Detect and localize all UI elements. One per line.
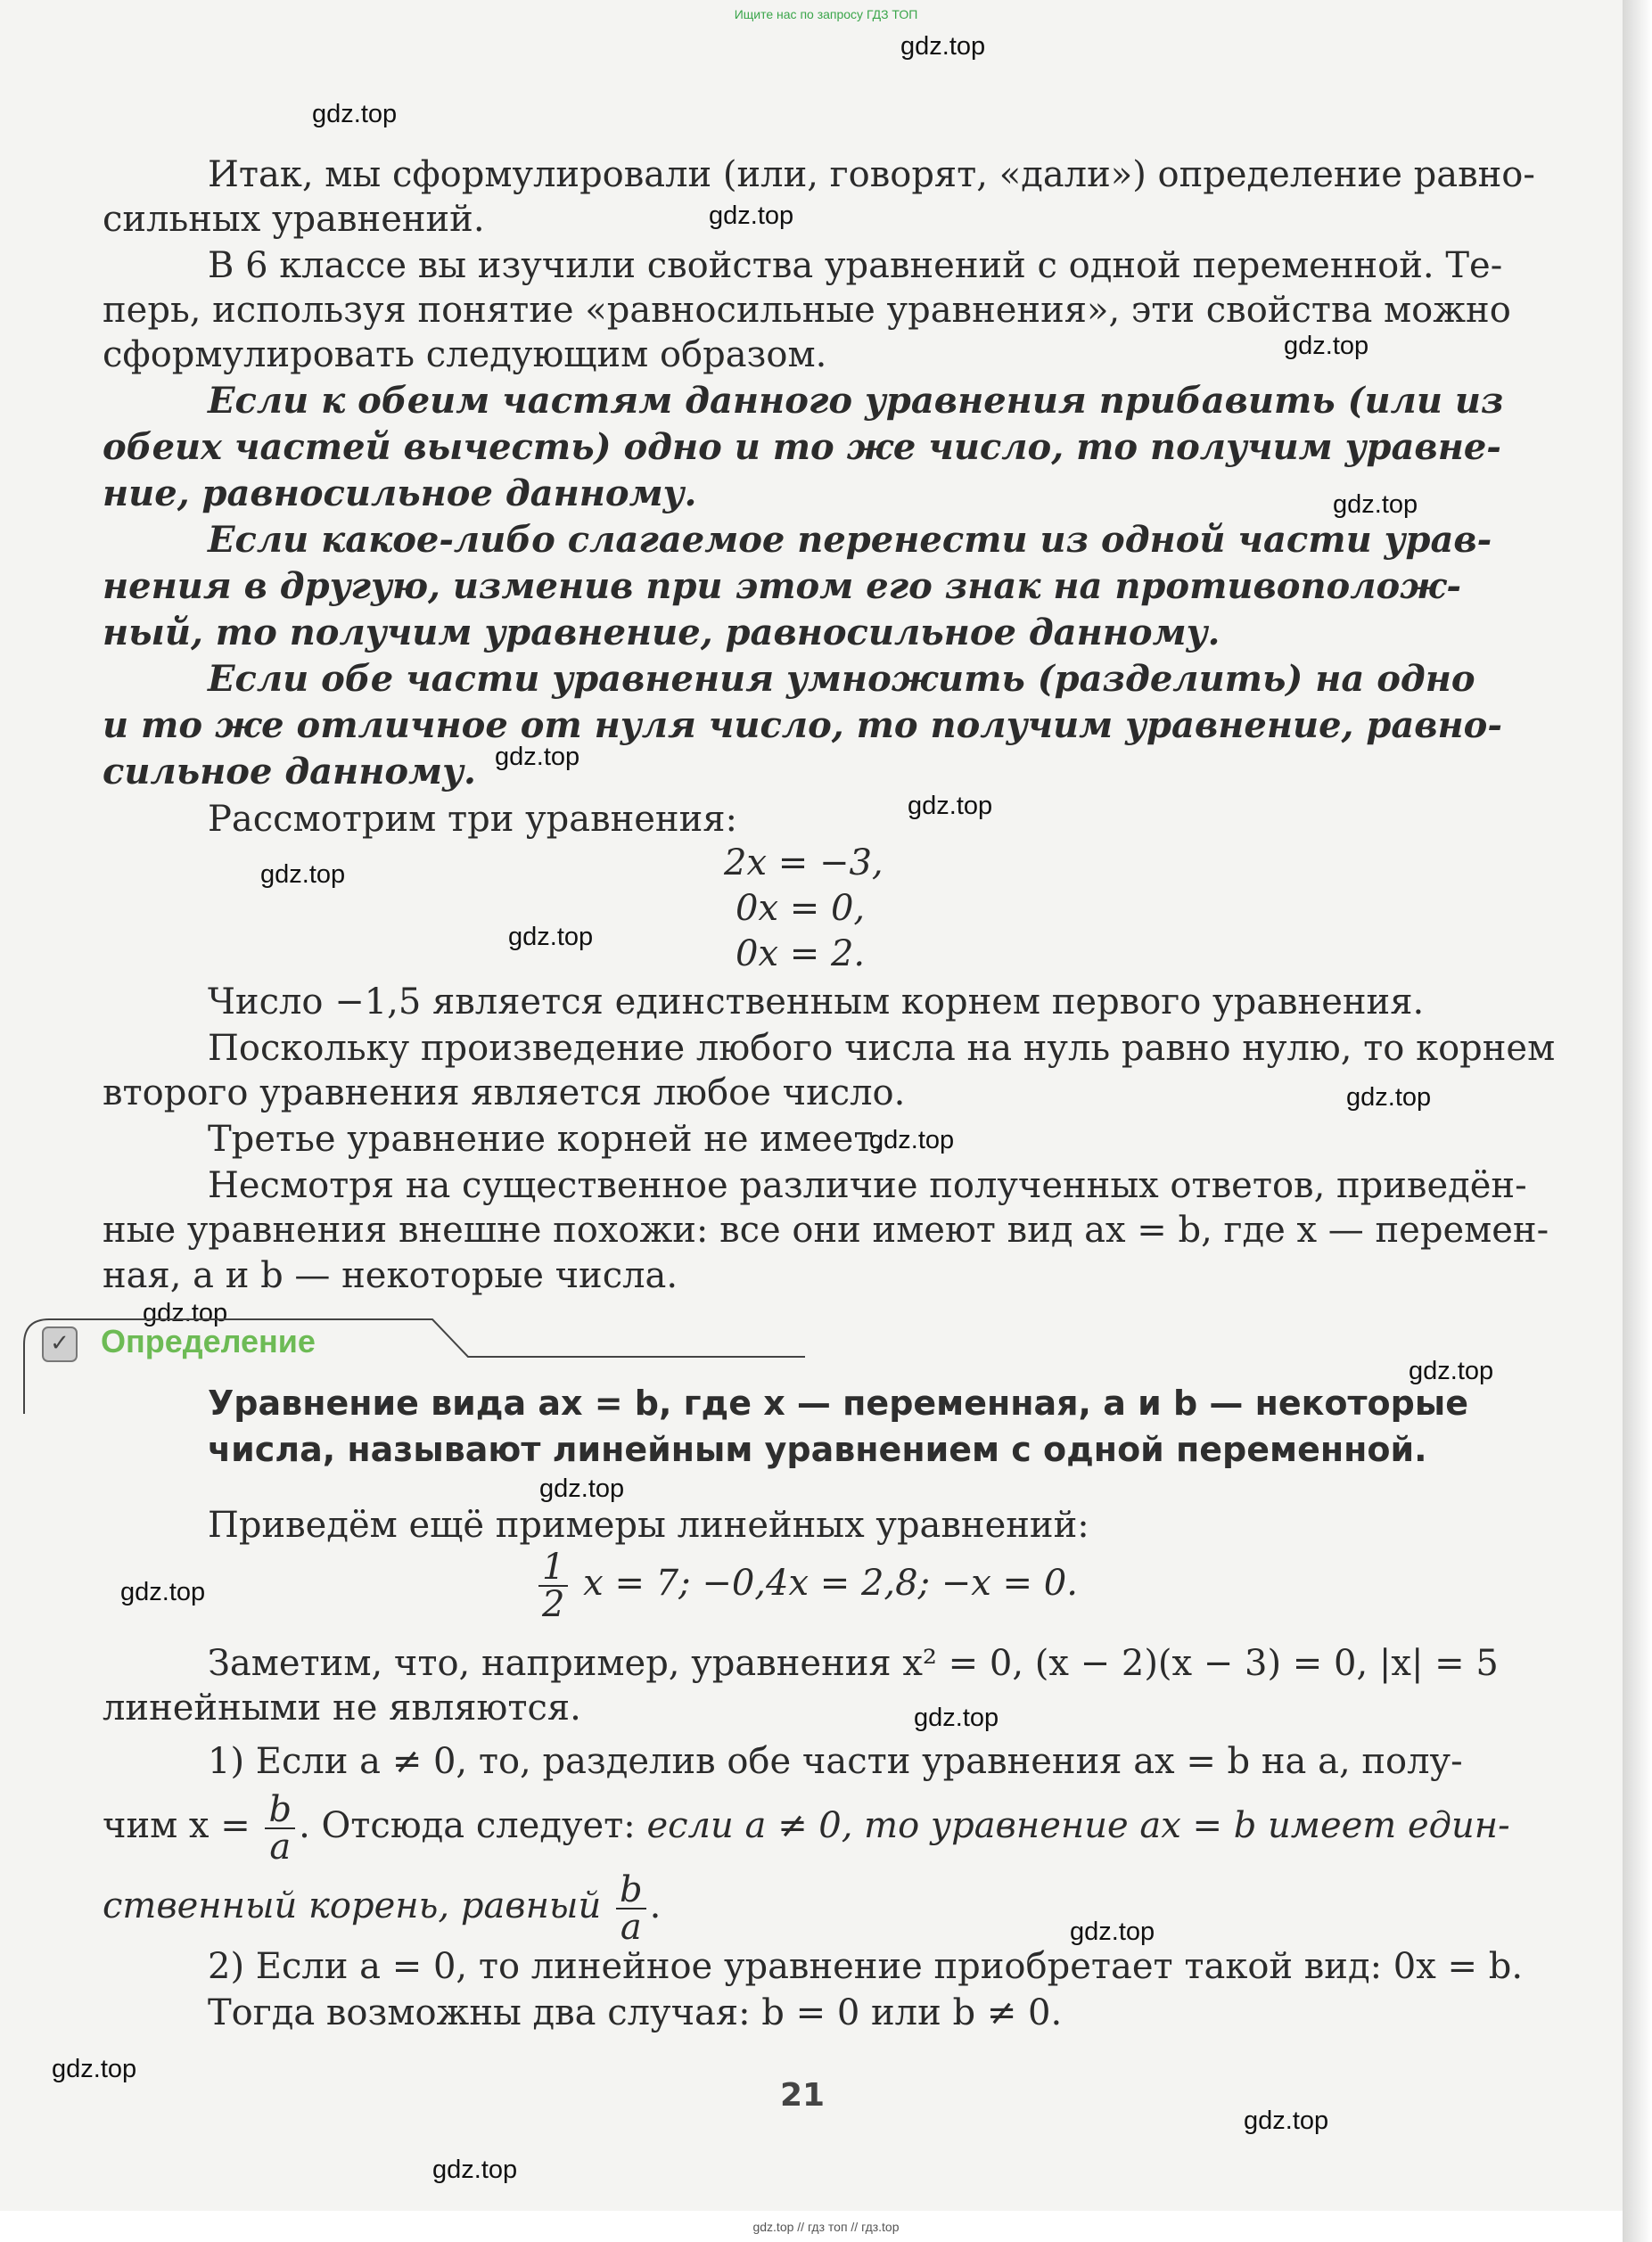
watermark: gdz.top — [1409, 1357, 1494, 1385]
text-line: 1) Если a ≠ 0, то, разделив обе части уравнения ax = b на a, полу- — [208, 1741, 1463, 1782]
fraction — [538, 1547, 568, 1625]
text-line: Несмотря на существенное различие полученных ответов, приведён- — [208, 1165, 1527, 1206]
watermark: gdz.top — [495, 743, 580, 771]
top-note: Ищите нас по запросу ГДЗ ТОП — [734, 7, 918, 21]
text-span: . — [649, 1885, 662, 1926]
watermark: gdz.top — [914, 1704, 999, 1732]
text-line: Третье уравнение корней не имеет. — [208, 1119, 885, 1160]
text-line: Заметим, что, например, уравнения x² = 0, (x − 2)(x − 3) = 0, |x| = 5 — [208, 1643, 1499, 1684]
definition-text: Уравнение вида ax = b, где x — переменная, a и b — некоторые — [208, 1384, 1468, 1423]
watermark: gdz.top — [1284, 332, 1369, 360]
page-edge-shadow — [1623, 0, 1652, 2242]
watermark: gdz.top — [869, 1126, 955, 1154]
text-line: ные уравнения внешне похожи: все они имеют вид ax = b, где x — перемен- — [103, 1210, 1549, 1251]
watermark: gdz.top — [143, 1299, 228, 1327]
text-line: сформулировать следующим образом. — [103, 334, 827, 375]
text-line: Рассмотрим три уравнения: — [208, 799, 737, 840]
definition-text: числа, называют линейным уравнением с одной переменной. — [208, 1430, 1427, 1469]
fraction-denominator: 2 — [542, 1584, 565, 1625]
watermark: gdz.top — [52, 2055, 137, 2083]
equation: 0x = 0, — [736, 888, 866, 929]
rule-text: ние, равносильное данному. — [103, 472, 697, 514]
rule-text: Если к обеим частям данного уравнения прибавить (или из — [208, 380, 1504, 422]
text-line: 2) Если a = 0, то линейное уравнение приобретает такой вид: 0x = b. — [208, 1946, 1524, 1987]
watermark: gdz.top — [432, 2156, 518, 2184]
text-line: ная, a и b — некоторые числа. — [103, 1255, 678, 1296]
rule-text: ный, то получим уравнение, равносильное данному. — [103, 612, 1221, 653]
fraction-numerator: b — [616, 1872, 646, 1909]
text-line-with-fraction — [103, 1869, 1493, 1948]
italic-text: ственный корень, равный — [103, 1885, 602, 1926]
fraction — [616, 1869, 646, 1948]
rule-text: нения в другую, изменив при этом его знак на противополож- — [103, 565, 1461, 607]
watermark: gdz.top — [120, 1578, 206, 1606]
text-line: Число −1,5 является единственным корнем первого уравнения. — [208, 981, 1425, 1022]
watermark: gdz.top — [508, 923, 594, 951]
examples-text: x = 7; −0,4x = 2,8; −x = 0. — [583, 1563, 1078, 1604]
text-line-with-fraction — [103, 1789, 1510, 1868]
text-span: чим x = — [103, 1805, 251, 1846]
rule-text: сильное данному. — [103, 751, 476, 793]
fraction-numerator: b — [265, 1792, 295, 1829]
text-line: Приведём ещё примеры линейных уравнений: — [208, 1505, 1089, 1546]
watermark: gdz.top — [260, 860, 346, 889]
text-line: Поскольку произведение любого числа на нуль равно нулю, то корнем — [208, 1028, 1556, 1069]
equation: 0x = 2. — [736, 933, 866, 974]
rule-text: Если какое-либо слагаемое перенести из одной части урав- — [208, 519, 1492, 561]
watermark: gdz.top — [1346, 1083, 1432, 1112]
rule-text: и то же отличное от нуля число, то получим уравнение, равно- — [103, 704, 1502, 746]
fraction — [265, 1789, 295, 1868]
watermark: gdz.top — [1333, 490, 1418, 519]
definition-title: Определение — [101, 1323, 316, 1359]
watermark: gdz.top — [908, 792, 993, 820]
watermark: gdz.top — [1070, 1918, 1155, 1946]
text-line: сильных уравнений. — [103, 199, 485, 240]
watermark: gdz.top — [900, 32, 986, 61]
italic-text: если a ≠ 0, то уравнение ax = b имеет един- — [646, 1805, 1510, 1846]
watermark: gdz.top — [709, 201, 794, 230]
text-line: второго уравнения является любое число. — [103, 1072, 906, 1113]
fraction-denominator: a — [620, 1907, 642, 1948]
fraction-denominator: a — [269, 1827, 292, 1868]
rule-text: Если обе части уравнения умножить (разделить) на одно — [208, 658, 1475, 700]
rule-text: обеих частей вычесть) одно и то же число, то получим уравне- — [103, 426, 1501, 468]
text-line: перь, используя понятие «равносильные уравнения», эти свойства можно — [103, 290, 1511, 331]
checkmark-icon: ✓ — [42, 1326, 78, 1362]
text-span: . Отсюда следует: — [299, 1805, 636, 1846]
watermark: gdz.top — [539, 1474, 625, 1503]
watermark: gdz.top — [1244, 2106, 1329, 2135]
bottom-note: gdz.top // гдз топ // гдз.top — [752, 2220, 900, 2234]
text-line: Итак, мы сформулировали (или, говорят, «дали») определение равно- — [208, 154, 1535, 195]
examples-line — [535, 1547, 1078, 1625]
page-number: 21 — [779, 2077, 826, 2114]
text-line: линейными не являются. — [103, 1688, 581, 1729]
equation: 2x = −3, — [724, 842, 884, 883]
text-line: В 6 классе вы изучили свойства уравнений с одной переменной. Те- — [208, 245, 1503, 286]
text-line: Тогда возможны два случая: b = 0 или b ≠ 0. — [208, 1992, 1063, 2033]
fraction-numerator: 1 — [538, 1549, 568, 1587]
watermark: gdz.top — [312, 100, 398, 128]
